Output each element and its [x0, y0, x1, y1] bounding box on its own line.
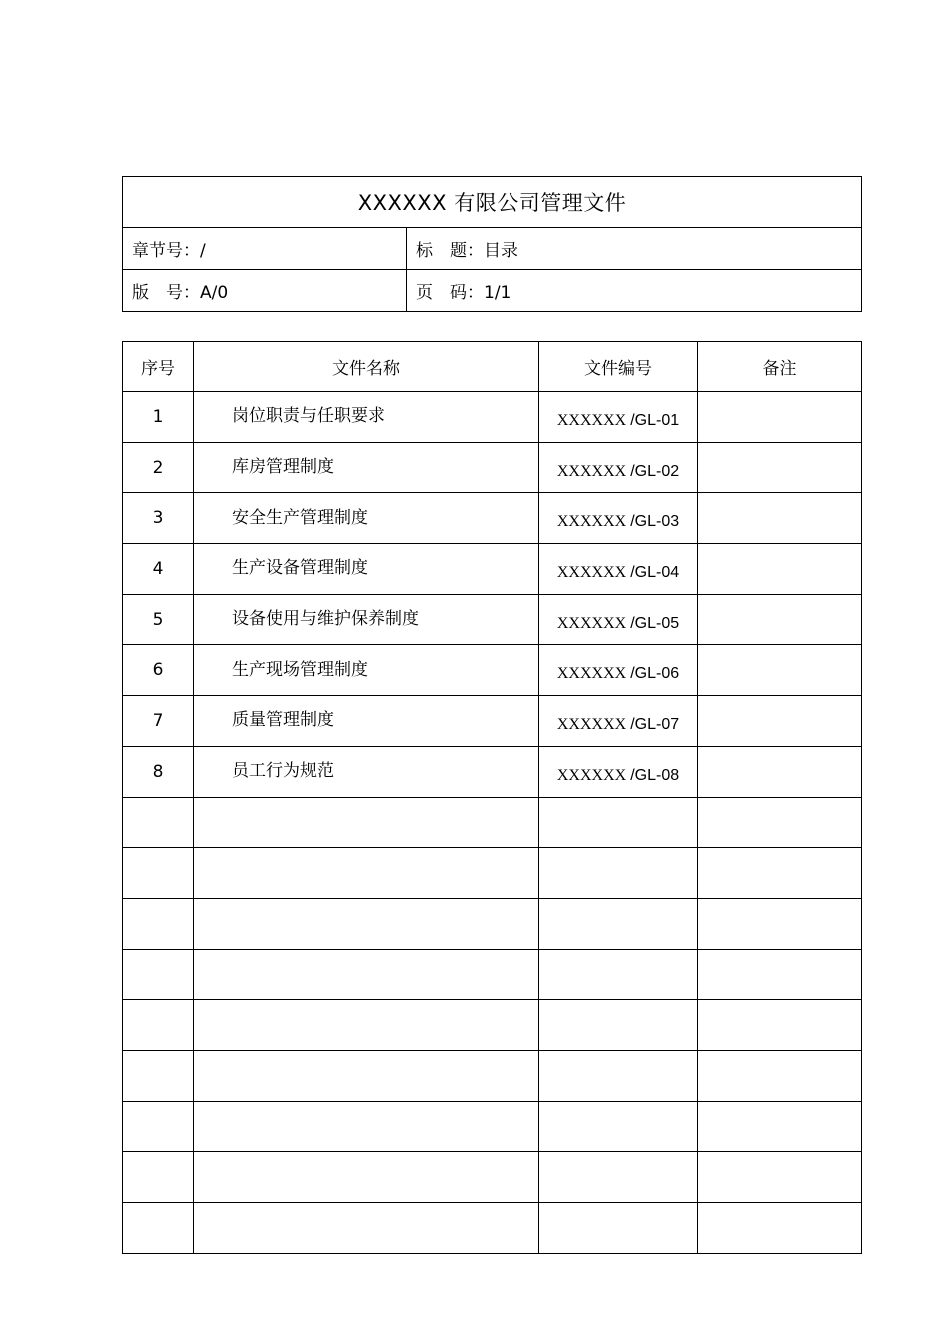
row-remark	[698, 1152, 862, 1203]
file-code-suffix: /GL-04	[630, 563, 680, 581]
row-file-name	[194, 1152, 539, 1203]
table-row	[123, 1152, 862, 1203]
row-file-name	[194, 1101, 539, 1152]
file-code-suffix: /GL-01	[630, 411, 680, 429]
row-file-code	[539, 442, 698, 493]
row-file-name	[194, 848, 539, 899]
row-number: 6	[123, 645, 194, 696]
file-code-prefix: XXXXXX	[556, 563, 631, 581]
file-name-text: 设备使用与维护保养制度	[232, 609, 419, 630]
row-file-name	[194, 797, 539, 848]
row-file-code	[539, 898, 698, 949]
file-code-text	[556, 511, 680, 531]
chapter-field	[123, 228, 407, 270]
row-remark	[698, 696, 862, 747]
row-file-code	[539, 392, 698, 443]
table-row	[123, 848, 862, 899]
row-file-name	[194, 392, 539, 443]
row-number	[123, 1050, 194, 1101]
table-row	[123, 493, 862, 544]
row-number: 8	[123, 746, 194, 797]
page-label: 页 码：	[416, 283, 484, 303]
row-file-code	[539, 1000, 698, 1051]
row-remark	[698, 1101, 862, 1152]
header-meta-row-1	[123, 228, 862, 270]
row-file-name	[194, 594, 539, 645]
row-file-code	[539, 1203, 698, 1254]
row-number: 2	[123, 442, 194, 493]
row-file-name	[194, 442, 539, 493]
file-code-text	[557, 410, 679, 427]
row-number: 4	[123, 544, 194, 595]
row-number	[123, 848, 194, 899]
table-row	[123, 1000, 862, 1051]
subject-value: 目录	[484, 241, 518, 261]
row-number	[123, 1000, 194, 1051]
page-value: 1/1	[484, 283, 512, 303]
row-number	[123, 1152, 194, 1203]
document-title: XXXXXX 有限公司管理文件	[123, 177, 862, 228]
row-file-code	[539, 645, 698, 696]
row-file-name	[194, 493, 539, 544]
row-number: 1	[123, 392, 194, 443]
subject-label: 标 题：	[416, 241, 484, 261]
version-field	[123, 270, 407, 312]
table-row	[123, 594, 862, 645]
page-field	[407, 270, 862, 312]
row-remark	[698, 594, 862, 645]
file-code-text	[557, 461, 679, 478]
column-header-code: 文件编号	[539, 342, 698, 392]
table-row	[123, 392, 862, 443]
row-file-name	[194, 696, 539, 747]
header-title-row	[123, 177, 862, 228]
row-file-code	[539, 696, 698, 747]
row-file-code	[539, 594, 698, 645]
row-remark	[698, 949, 862, 1000]
file-code-prefix: XXXXXX	[556, 715, 631, 733]
file-code-text	[557, 613, 679, 630]
row-file-code	[539, 848, 698, 899]
table-row	[123, 442, 862, 493]
file-name-text: 生产现场管理制度	[232, 659, 368, 680]
file-code-prefix: XXXXXX	[556, 462, 631, 480]
column-header-remark: 备注	[698, 342, 862, 392]
row-file-name	[194, 1203, 539, 1254]
row-remark	[698, 797, 862, 848]
row-remark	[698, 1050, 862, 1101]
table-row	[123, 949, 862, 1000]
row-number	[123, 1203, 194, 1254]
table-row	[123, 797, 862, 848]
row-file-code	[539, 544, 698, 595]
file-code-prefix: XXXXXX	[556, 411, 631, 429]
table-row	[123, 645, 862, 696]
version-value: A/0	[200, 283, 229, 303]
row-remark	[698, 848, 862, 899]
contents-table	[122, 341, 862, 1254]
row-remark	[698, 746, 862, 797]
table-row	[123, 696, 862, 747]
table-row	[123, 544, 862, 595]
file-code-suffix: /GL-07	[630, 715, 680, 733]
subject-field	[407, 228, 862, 270]
file-name-text: 生产设备管理制度	[232, 558, 368, 579]
row-file-name	[194, 645, 539, 696]
document-header-table	[122, 176, 862, 312]
row-remark	[698, 1000, 862, 1051]
row-file-name	[194, 898, 539, 949]
row-file-code	[539, 797, 698, 848]
version-label: 版 号：	[132, 283, 200, 303]
row-number: 3	[123, 493, 194, 544]
file-code-text	[557, 714, 679, 731]
row-remark	[698, 898, 862, 949]
table-row	[123, 1203, 862, 1254]
row-file-code	[539, 1152, 698, 1203]
row-file-code	[539, 746, 698, 797]
row-file-code	[539, 493, 698, 544]
row-remark	[698, 1203, 862, 1254]
row-file-name	[194, 1000, 539, 1051]
file-code-prefix: XXXXXX	[556, 513, 631, 531]
file-code-prefix: XXXXXX	[556, 766, 631, 784]
contents-table-body	[123, 392, 862, 1254]
row-number: 5	[123, 594, 194, 645]
file-code-prefix: XXXXXX	[556, 614, 631, 632]
chapter-label: 章节号：	[132, 241, 200, 261]
table-row	[123, 898, 862, 949]
row-number	[123, 797, 194, 848]
row-file-name	[194, 544, 539, 595]
file-code-text	[557, 562, 679, 579]
file-code-suffix: /GL-08	[630, 766, 680, 784]
file-name-text: 岗位职责与任职要求	[232, 406, 385, 427]
file-code-suffix: /GL-03	[630, 513, 680, 531]
column-header-name: 文件名称	[194, 342, 539, 392]
file-code-prefix: XXXXXX	[556, 665, 631, 683]
row-number	[123, 898, 194, 949]
row-file-code	[539, 949, 698, 1000]
row-file-name	[194, 949, 539, 1000]
row-file-name	[194, 746, 539, 797]
file-name-text: 安全生产管理制度	[232, 507, 368, 528]
table-row	[123, 1101, 862, 1152]
row-file-name	[194, 1050, 539, 1101]
file-code-suffix: /GL-02	[630, 462, 680, 480]
row-remark	[698, 442, 862, 493]
row-remark	[698, 493, 862, 544]
row-file-code	[539, 1101, 698, 1152]
file-name-text: 员工行为规范	[232, 761, 334, 782]
row-number	[123, 949, 194, 1000]
column-header-number: 序号	[123, 342, 194, 392]
row-number: 7	[123, 696, 194, 747]
chapter-value: /	[200, 241, 206, 261]
file-name-text: 质量管理制度	[232, 710, 334, 731]
row-remark	[698, 392, 862, 443]
row-file-code	[539, 1050, 698, 1101]
row-remark	[698, 544, 862, 595]
table-header-row	[123, 342, 862, 392]
file-code-text	[556, 663, 680, 683]
table-row	[123, 1050, 862, 1101]
file-name-text: 库房管理制度	[232, 457, 334, 478]
header-meta-row-2	[123, 270, 862, 312]
file-code-text	[557, 765, 679, 782]
row-remark	[698, 645, 862, 696]
file-code-suffix: /GL-06	[630, 665, 680, 683]
file-code-suffix: /GL-05	[630, 614, 680, 632]
row-number	[123, 1101, 194, 1152]
table-row	[123, 746, 862, 797]
